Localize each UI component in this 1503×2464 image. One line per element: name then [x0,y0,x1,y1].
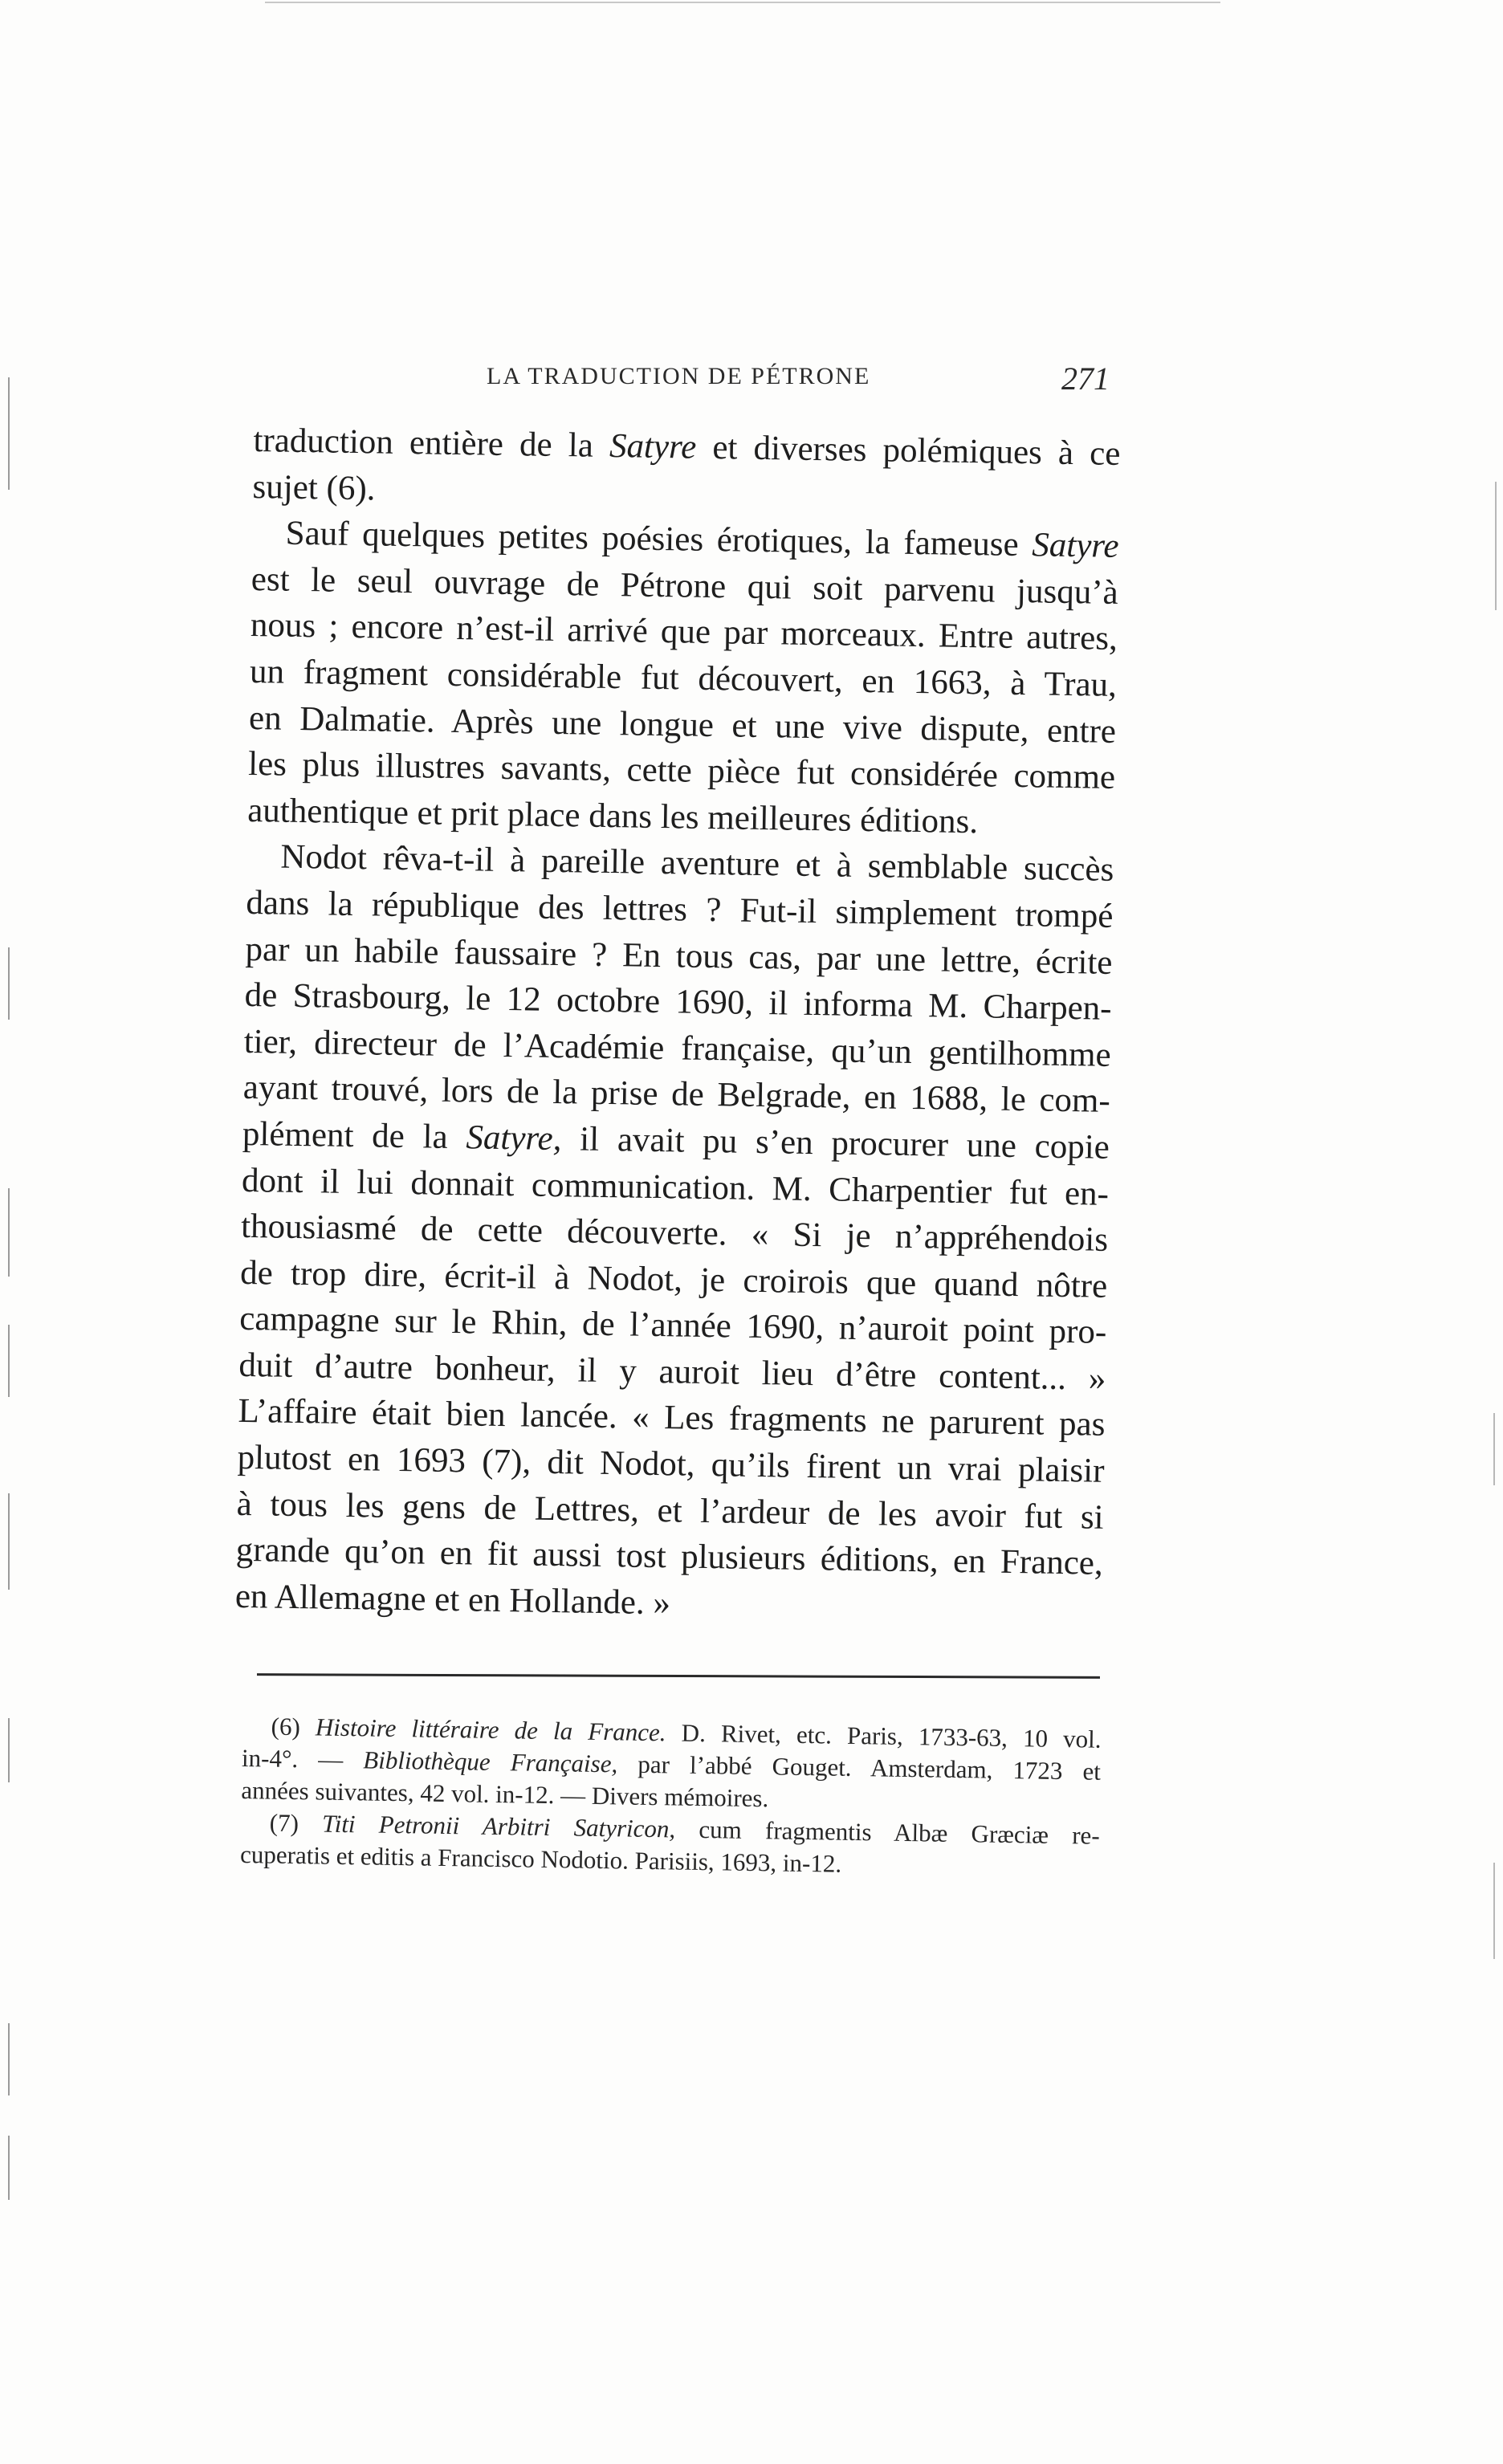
body-line: à tous les gens de Lettres, et l’ardeur de les avoir fut si [236,1485,1104,1537]
scan-margin-mark [8,1188,10,1277]
running-head: LA TRADUCTION DE PÉTRONE [487,363,871,389]
scan-edge-line [265,2,1220,3]
body-line: en Allemagne et en Hollande. » [234,1577,671,1623]
body-line: tier, directeur de l’Académie française, qu’un gentilhomme [243,1022,1112,1074]
footnote-6-line: années suivantes, 42 vol. in-12. — Divers mémoires. [241,1775,769,1813]
scan-margin-mark [8,2136,10,2200]
footnote-7-line: cuperatis et editis a Francisco Nodotio. Parisiis, 1693, in-12. [239,1839,842,1878]
body-line: un fragment considérable fut découvert, en 1663, à Trau, [249,652,1118,704]
scan-margin-mark [8,1493,10,1590]
body-line: dans la république des lettres ? Fut-il simplement trompé [246,883,1114,935]
body-line: thousiasmé de cette découverte. « Si je n’appréhendois [240,1207,1109,1259]
body-line: Nodot rêva-t-il à pareille aventure et à semblable succès [280,837,1114,890]
scan-margin-mark [1495,482,1497,610]
body-line: sujet (6). [252,467,376,507]
body-line: en Dalmatie. Après une longue et une vive dispute, entre [248,698,1117,751]
body-line: de trop dire, écrit-il à Nodot, je croirois que quand nôtre [239,1253,1108,1305]
body-line: est le seul ouvrage de Pétrone qui soit parvenu jusqu’à [250,560,1119,612]
footnotes [240,1710,1102,1884]
body-line: L’affaire était bien lancée. « Les fragments ne parurent pas [238,1392,1106,1444]
body-line: Sauf quelques petites poésies érotiques, la fameuse Satyre [285,514,1119,566]
scan-margin-mark [1493,1413,1495,1485]
body-line: duit d’autre bonheur, il y auroit lieu d’être content... » [238,1346,1106,1398]
body-line: authentique et prit place dans les meilleures éditions. [246,791,979,841]
page-number: 271 [1061,360,1110,397]
scan-margin-mark [8,377,10,490]
footnote-rule [257,1673,1100,1679]
body-line: plutost en 1693 (7), dit Nodot, qu’ils firent un vrai plaisir [237,1438,1105,1490]
scan-margin-mark [1493,1863,1495,1959]
scan-margin-mark [8,1718,10,1782]
body-line: traduction entière de la Satyre et diverses polémiques à ce [253,421,1121,473]
body-line: campagne sur le Rhin, de l’année 1690, n’auroit point pro- [238,1300,1107,1352]
scan-margin-mark [8,947,10,1020]
body-line: les plus illustres savants, cette pièce fut considérée comme [247,745,1116,797]
footnote-7-line: (7) Titi Petronii Arbitri Satyricon, cum fragmentis Albæ Græciæ re- [269,1808,1100,1850]
body-text [234,417,1120,1633]
body-line: ayant trouvé, lors de la prise de Belgrade, en 1688, le com- [242,1069,1111,1121]
footnote-6-line: in-4°. — Bibliothèque Française, par l’abbé Gouget. Amsterdam, 1723 et [241,1743,1102,1786]
body-line: plément de la Satyre, il avait pu s’en procurer une copie [242,1114,1110,1167]
body-line: par un habile faussaire ? En tous cas, par une lettre, écrite [245,930,1113,982]
body-line: nous ; encore n’est-il arrivé que par morceaux. Entre autres, [250,606,1118,658]
body-line: dont il lui donnait communication. M. Charpentier fut en- [241,1161,1110,1213]
scan-margin-mark [8,1325,10,1397]
scan-margin-mark [8,2023,10,2095]
footnote-6-line: (6) Histoire littéraire de la France. D. Rivet, etc. Paris, 1733-63, 10 vol. [271,1712,1102,1753]
body-line: de Strasbourg, le 12 octobre 1690, il informa M. Charpen- [244,976,1112,1028]
body-line: grande qu’on en fit aussi tost plusieurs éditions, en France, [235,1531,1104,1583]
